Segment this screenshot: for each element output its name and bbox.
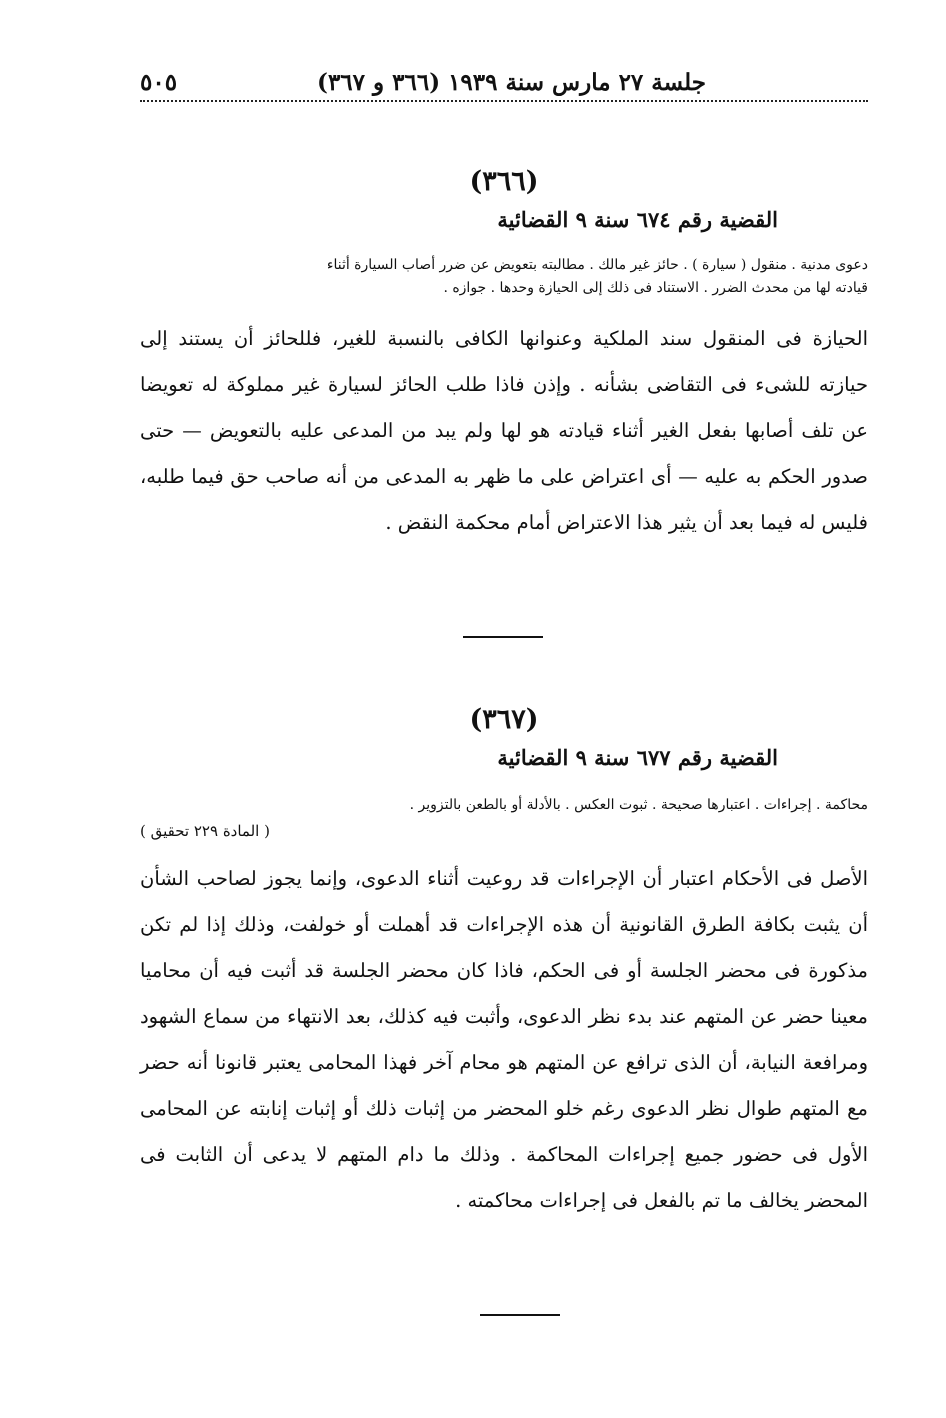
case-headnote: الحيازة فى المنقول سند الملكية وعنوانها الكافى بالنسبة للغير، فللحائز أن يستند إلى حيازته للشىء فى التقاضى بشأنه . وإذن فاذا طلب الحائز لسيارة غير مملوكة له تعويضا عن تلف أصابها بفعل الغير أثناء قيادته هو لها ولم يبد من المدعى عليه بالتعويض — حتى صدور الحكم به عليه — أى اعتراض على ما ظهر به المدعى من أنه صاحب حق فيما طلبه، فليس له فيما بعد أن يثير هذا الاعتراض أمام محكمة النقض .: [140, 327, 868, 534]
case-number: (٣٦٦): [469, 166, 539, 197]
case-366: [140, 162, 868, 546]
case-reference: القضية رقم ٦٧٤ سنة ٩ القضائية: [497, 207, 778, 232]
case-keywords: [140, 254, 868, 300]
running-header: [140, 56, 706, 96]
section-divider: [480, 1314, 560, 1316]
running-title: جلسة ٢٧ مارس سنة ١٩٣٩ (٣٦٦ و ٣٦٧): [317, 69, 706, 96]
case-keywords: محاكمة . إجراءات . اعتبارها صحيحة . ثبوت العكس . بالأدلة أو بالطعن بالتزوير .: [409, 797, 868, 813]
case-number: (٣٦٧): [469, 704, 539, 735]
page-number: ٥٠٥: [140, 69, 178, 96]
case-367: [140, 700, 868, 1224]
case-reference: القضية رقم ٦٧٧ سنة ٩ القضائية: [497, 745, 778, 770]
keywords-line: دعوى مدنية . منقول ( سيارة ) . حائز غير مالك . مطالبته بتعويض عن ضرر أصاب السيارة أثناء: [326, 257, 868, 273]
article-reference: ( المادة ٢٢٩ تحقيق ): [140, 822, 270, 840]
section-divider: [463, 636, 543, 638]
keywords-line: قيادته لها من محدث الضرر . الاستناد فى ذلك إلى الحيازة وحدها . جوازه .: [443, 280, 868, 296]
header-rule: [140, 100, 868, 102]
case-headnote: الأصل فى الأحكام اعتبار أن الإجراءات قد روعيت أثناء الدعوى، وإنما يجوز لصاحب الشأن أن يثبت بكافة الطرق القانونية أن هذه الإجراءات قد أهملت أو خولفت، وذلك إذا لم تكن مذكورة فى محضر الجلسة أو فى الحكم، فاذا كان محضر الجلسة قد أثبت فيه أن محاميا معينا حضر عن المتهم عند بدء نظر الدعوى، وأثبت فيه كذلك، بعد الانتهاء من سماع الشهود ومرافعة النيابة، أن الذى ترافع عن المتهم هو محام آخر فهذا المحامى يعتبر قانونا أنه حضر مع المتهم طوال نظر الدعوى رغم خلو المحضر من إثبات ذلك أو إثبات إنابته عن المحامى الأول فى حضور جميع إجراءات المحاكمة . وذلك ما دام المتهم لا يدعى أن الثابت فى المحضر يخالف ما تم بالفعل فى إجراءات محاكمته .: [140, 867, 868, 1212]
